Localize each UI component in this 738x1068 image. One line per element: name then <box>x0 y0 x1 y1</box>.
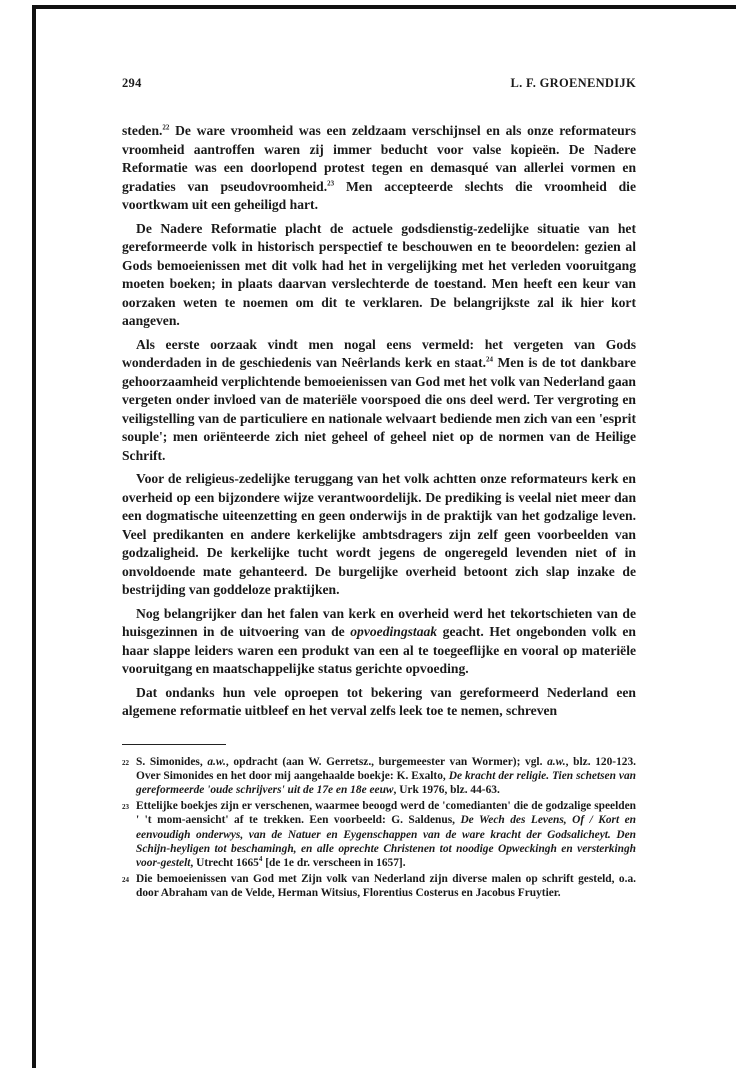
running-title: L. F. GROENENDIJK <box>510 76 636 90</box>
italic-run: a.w. <box>207 755 226 768</box>
footnote-number: 23 <box>122 802 129 811</box>
footnote-ref: 23 <box>327 178 335 187</box>
footnote-divider <box>122 744 226 745</box>
footnote-text <box>136 799 636 871</box>
text-run: steden. <box>122 123 163 138</box>
text-run: De ware vroomheid was een zeldzaam verschijnsel en als onze reformateurs vroomheid aantroffen waren zij immer beducht voor valse kopieën. De Nadere Reformatie was een doorlopend protest tegen en demasqué van allerlei vormen en gradaties van pseudovroomheid. <box>122 123 636 194</box>
footnote-ref: 24 <box>486 355 493 364</box>
text-run: Dat ondanks hun vele oproepen tot bekering van gereformeerd Nederland een algemene reformatie uitbleef en het verval zelfs leek toe te nemen, schreven <box>122 684 636 718</box>
text-run: Die bemoeienissen van God met Zijn volk van Nederland zijn diverse malen op schrift gesteld, o.a. door Abraham van de Velde, Herman Witsius, Florentius Costerus en Jacobus Fruytier. <box>136 872 636 900</box>
running-header <box>122 76 636 92</box>
text-run: De Nadere Reformatie placht de actuele godsdienstig-zedelijke situatie van het gereformeerde volk in historisch perspectief te beschouwen en te beoordelen: gezien al Gods bemoeienissen met dit volk had het in vergelijking met het verleden vooruitgang moeten boeken; in plaats daarvan verslechterde de toestand. Men heeft een keur van oorzaken weten te noemen om dit te verklaren. De belangrijkste zal ik hier kort aangeven. <box>122 220 636 328</box>
footnote-number: 24 <box>122 875 129 884</box>
text-run: Als eerste oorzaak vindt men nogal eens vermeld: het vergeten van Gods wonderdaden in de geschiedenis van Neêrlands kerk en staat. <box>122 336 636 370</box>
footnote-ref: 22 <box>162 123 170 132</box>
footnotes <box>122 755 636 901</box>
text-run: S. Simonides, <box>136 755 208 768</box>
text-run: Men accepteerde slechts die vroomheid die voortkwam uit een geheiligd hart. <box>122 178 636 212</box>
text-run: , blz. 120-123. Over Simonides en het door mij aangehaalde boekje: K. Exalto, <box>136 755 637 782</box>
footnote <box>122 799 636 871</box>
italic-run: a.w. <box>547 755 566 768</box>
text-run: [de 1e dr. verscheen in 1657]. <box>262 857 406 870</box>
text-run: , Urk 1976, blz. 44-63. <box>393 784 500 797</box>
paragraph <box>122 605 636 679</box>
footnote <box>122 755 636 798</box>
paragraph <box>122 220 636 331</box>
text-run: , opdracht (aan W. Gerretsz., burgemeester van Wormer); vgl. <box>225 755 548 768</box>
text-run: Nog belangrijker dan het falen van kerk en overheid werd het tekortschieten van de huisgezinnen in de uitvoering van de <box>122 605 636 639</box>
text-run: Voor de religieus-zedelijke teruggang van het volk achtten onze reformateurs kerk en overheid op een bijzondere wijze verantwoordelijk. De prediking is veelal niet meer dan een dogmatische uiteenzetting en geen onderwijs in de praktijk van het godzalige leven. Veel predikanten en andere kerkelijke ambtsdragers zijn zelf geen voorbeelden van godzaligheid. De kerkelijke tucht wordt jegens de ongeregeld levenden niet of in onvoldoende mate gehanteerd. De burgelijke overheid betoont zich slap inzake de bestrijding van goddeloze praktijken. <box>122 471 636 597</box>
italic-term: opvoedingstaak <box>350 624 438 639</box>
footnote-text <box>136 872 636 901</box>
footnote-text <box>136 755 636 798</box>
body-text <box>122 122 636 721</box>
italic-title: De Wech des Levens, Of / Kort en eenvoudigh onderwys, van de Natuer en Eygenschappen van de ware kracht der Godsalicheyt. Den Schijn-heyligen tot beschamingh, en alle oprechte Christenen tot noodige Opweckingh en versterkingh voor-gestelt <box>136 814 636 870</box>
text-run: , Utrecht 1665 <box>190 857 259 870</box>
paragraph <box>122 470 636 600</box>
text-run: Ettelijke boekjes zijn er verschenen, waarmee beoogd werd de 'comedianten' die de godzalige speelden ' 't mom-aensicht' af te trekken. Een voorbeeld: G. Saldenus, <box>136 799 636 827</box>
footnote <box>122 872 636 901</box>
book-page <box>122 76 636 902</box>
text-run: Men is de tot dankbare gehoorzaamheid verplichtende bemoeienissen van God met het volk van Nederland gaan vergeten onder invloed van de materiële voorspoed die ons deel werd. Ter vergroting en veiligstelling van de particuliere en nationale welvaart bediende men zich van een 'esprit souple'; men oriënteerde zich niet geheel of geheel niet op de normen van de Heilige Schrift. <box>122 355 636 463</box>
text-run: geacht. Het ongebonden volk en haar slappe leiders waren een produkt van een al te toegeeflijke en vooral op materiële vooruitgang en maatschappelijke status gerichte opvoeding. <box>122 624 636 676</box>
paragraph <box>122 336 636 466</box>
italic-title: De kracht der religie. Tien schetsen van gereformeerde 'oude schrijvers' uit de 17e en 18e eeuw <box>136 769 636 797</box>
paragraph <box>122 122 636 215</box>
page-number: 294 <box>122 76 142 90</box>
footnote-number: 22 <box>122 758 129 767</box>
paragraph <box>122 684 636 721</box>
edition-superscript: 4 <box>258 855 263 864</box>
